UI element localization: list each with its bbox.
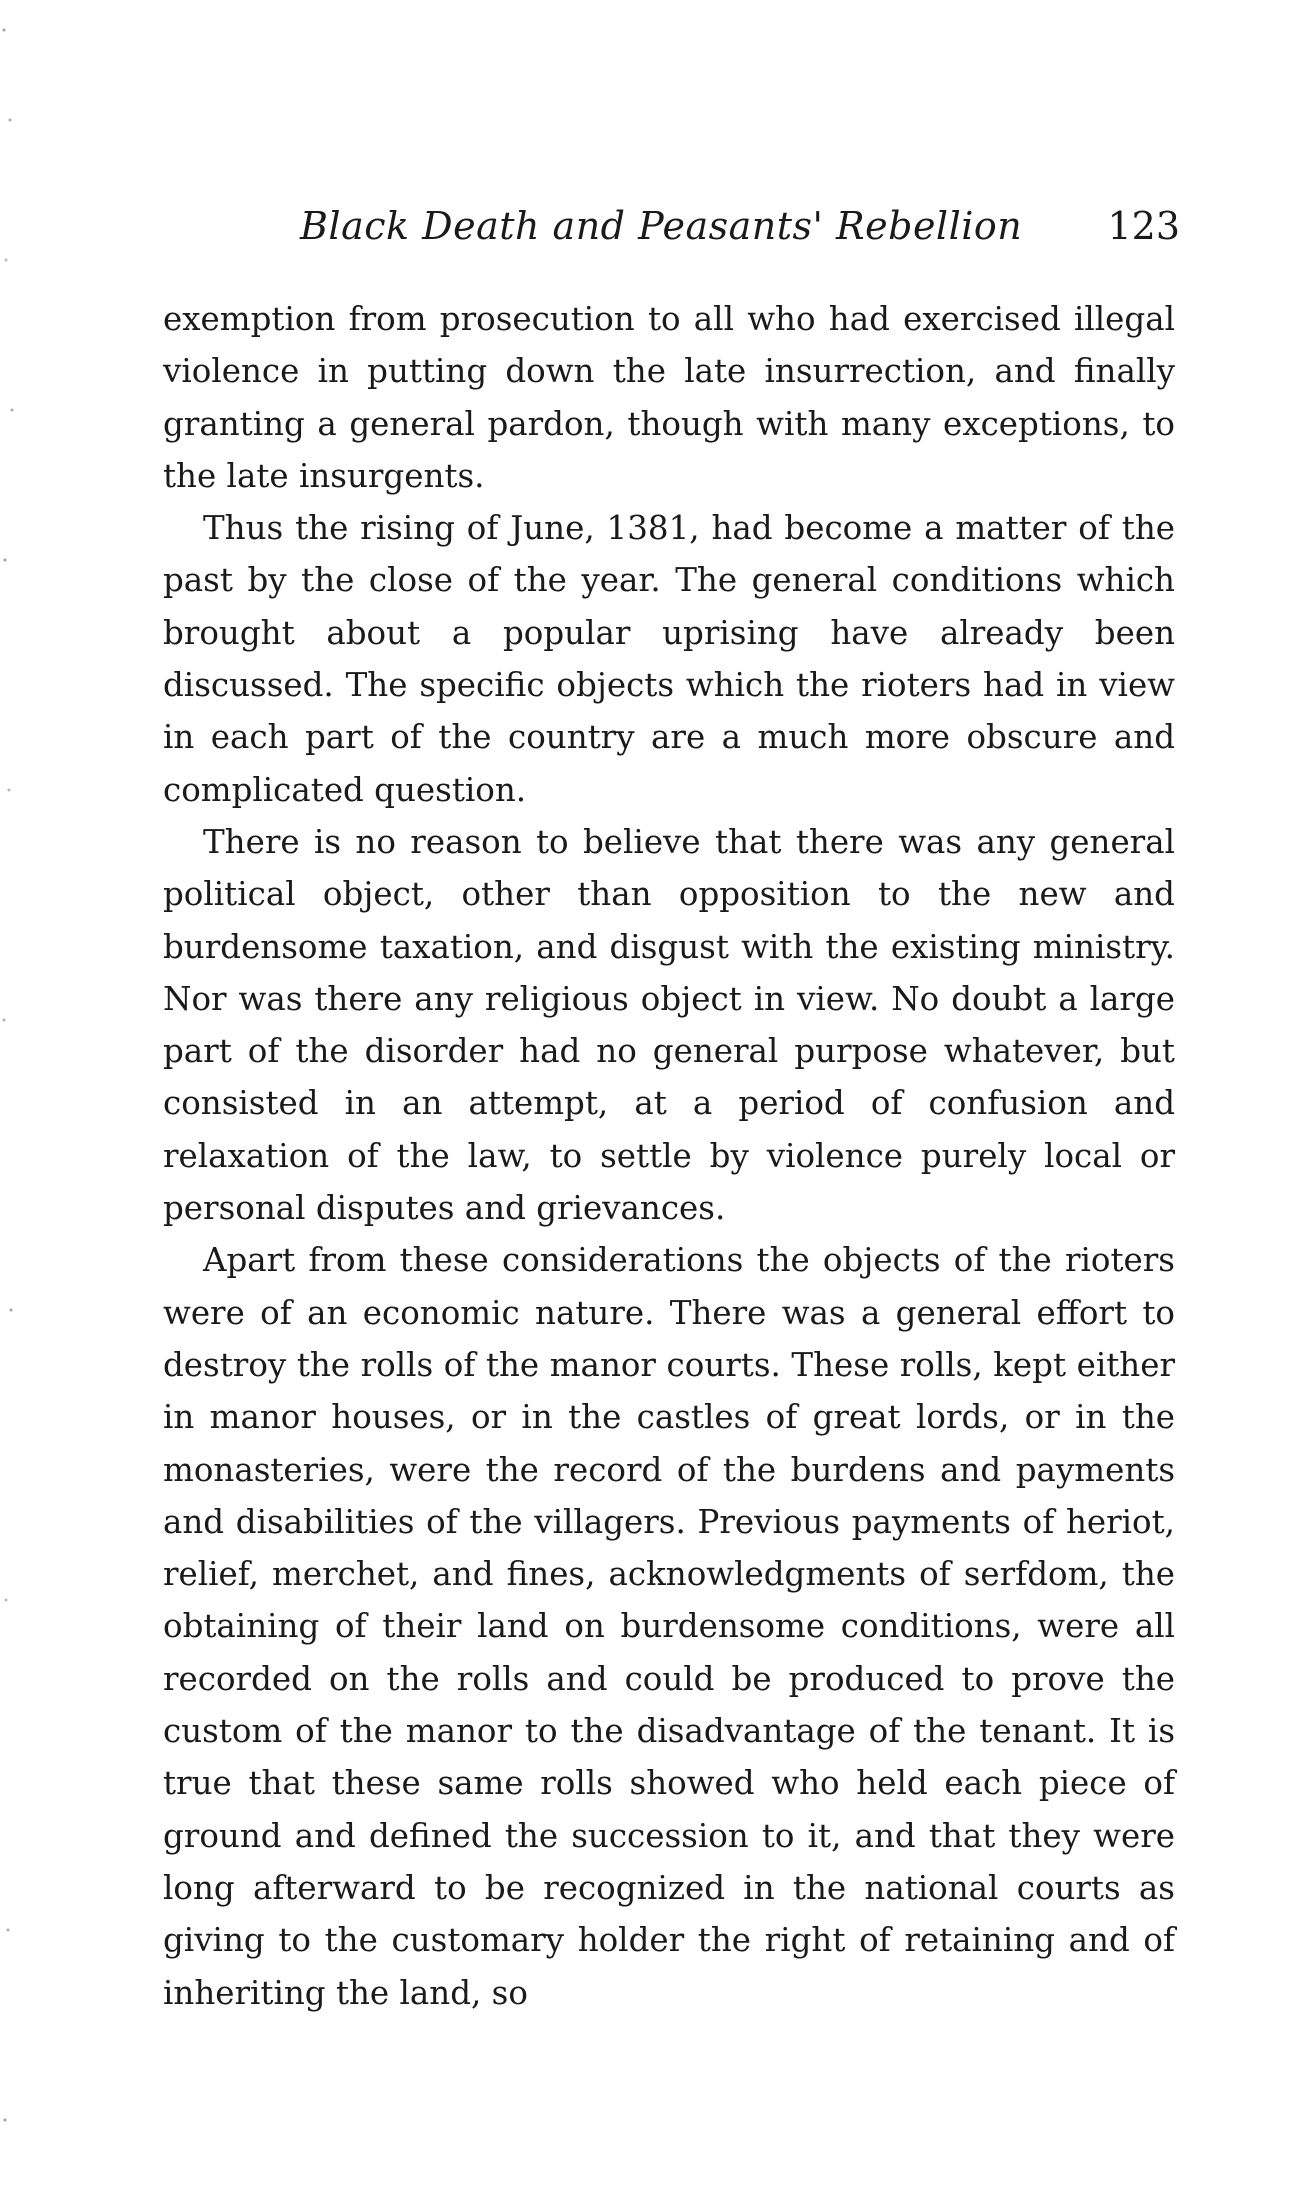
paragraph-3: There is no reason to believe that there was any general political object, other than opposition to the new and burdensome taxation, and disgust with the existing ministry. Nor was there any religious object in view. No doubt a large part of the disorder had no general purpose whatever, but consisted in an attempt, at a period of confusion and relaxation of the law, to settle by violence purely local or personal disputes and grievances. (163, 822, 1175, 1228)
paragraph-2: Thus the rising of June, 1381, had become a matter of the past by the close of the year. The general conditions which brought about a popular uprising have already been discussed. The specific objects which the rioters had in view in each part of the country are a much more obscure and complicated question. (163, 509, 1175, 809)
running-head (160, 196, 1180, 256)
page-number: 123 (1107, 204, 1180, 248)
scan-edge-marks (0, 0, 18, 2200)
body-text (163, 293, 1175, 2019)
paragraph-1: exemption from prosecution to all who had exercised illegal violence in putting down the late insurrection, and finally granting a general pardon, though with many exceptions, to the late insurgents. (163, 300, 1175, 495)
paragraph-4: Apart from these considerations the objects of the rioters were of an economic nature. There was a general effort to destroy the rolls of the manor courts. These rolls, kept either in manor houses, or in the castles of great lords, or in the monasteries, were the record of the burdens and payments and disabilities of the villagers. Previous payments of heriot, relief, merchet, and fines, acknowledgments of serfdom, the obtaining of their land on burdensome conditions, were all recorded on the rolls and could be produced to prove the custom of the manor to the disadvantage of the tenant. It is true that these same rolls showed who held each piece of ground and defined the succession to it, and that they were long afterward to be recognized in the national courts as giving to the customary holder the right of retaining and of inheriting the land, so (163, 1241, 1175, 2012)
running-title: Black Death and Peasants' Rebellion (300, 204, 1023, 248)
